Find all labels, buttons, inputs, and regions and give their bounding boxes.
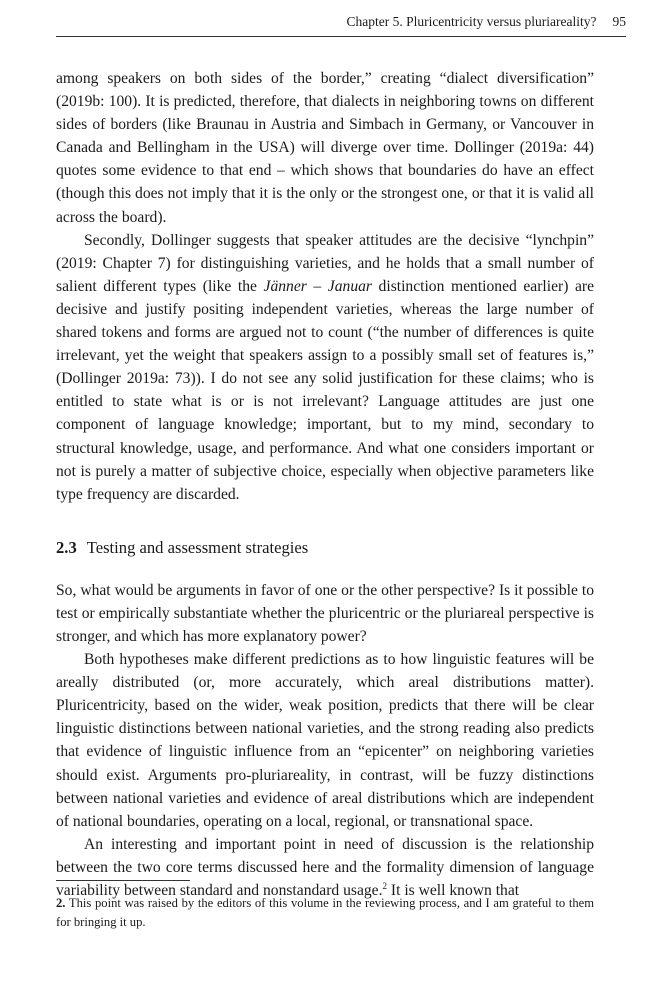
section-heading [56,536,594,559]
footnote [56,894,594,932]
footnote-text: This point was raised by the editors of this volume in the reviewing process, and I am grateful to them for bringing it up. [56,896,594,929]
chapter-title: Chapter 5. Pluricentricity versus pluriareality? [346,14,597,29]
paragraph-2-end: distinction mentioned earlier) are decisive and justify positing independent varieties, whereas the large number of shared tokens and forms are argued not to count (“the number of differences is quite irrelevant, yet the weight that speakers assign to a possibly small set of features is,” (Dollinger 2019a: 73)). I do not see any solid justification for these claims; who is entitled to state what is or is not irrelevant? Language attitudes are just one component of language knowledge; important, but to my mind, secondary to structural knowledge, usage, and performance. And what one considers important or not is purely a matter of subjective choice, especially when objective parameters like type frequency are discarded. [56,277,595,503]
paragraph-5-end: It is well known that [387,882,520,899]
footnote-reference[interactable]: 2 [382,880,387,891]
paragraph-5-start: An interesting and important point in need of discussion is the relationship between the two core terms discussed here and the formality dimension of language variability between standard and nonstandard usage. [56,835,594,899]
section-title: Testing and assessment strategies [86,537,309,557]
paragraph-4: Both hypotheses make different predictions as to how linguistic features will be areally distributed (or, more accurately, which areal distributions matter). Pluricentricity, based on the wider, weak position, predicts that there will be clear linguistic distinctions between national varieties, and the strong reading also predicts that evidence of linguistic influence from an “epicenter” on neighboring varieties should exist. Arguments pro-pluriareality, in contrast, will be fuzzy distinctions between national varieties and evidence of areal distributions which are independent of national boundaries, operating on a local, regional, or transnational space. [56,651,594,830]
paragraph-3: So, what would be arguments in favor of one or the other perspective? Is it possible to test or empirically substantiate whether the pluricentric or the pluriareal perspective is stronger, and which has more explanatory power? [56,581,594,645]
paragraph-2-start: Secondly, Dollinger suggests that speaker attitudes are the decisive “lynchpin” (2019: Chapter 7) for distinguishing varieties, and he holds that a small number of salient different types (like the [56,231,594,295]
page-number: 95 [612,14,626,29]
main-text [56,67,594,902]
paragraph-5 [56,833,594,902]
section-number: 2.3 [56,537,77,557]
footnote-divider [56,880,190,881]
paragraph-2-term: Jänner – Januar [263,277,372,295]
paragraph-1: among speakers on both sides of the border,” creating “dialect diversification” (2019b: 100). It is predicted, therefore, that dialects in neighboring towns on different sides of borders (like Braunau in Austria and Simbach in Germany, or Vancouver in Canada and Bellingham in the USA) will diverge over time. Dollinger (2019a: 44) quotes some evidence to that end – which shows that boundaries do have an effect (though this does not imply that it is the only or the strongest one, or that it is valid all across the board). [56,70,594,226]
running-header [56,14,626,37]
footnote-number: 2. [56,896,66,910]
paragraph-2 [56,229,594,506]
